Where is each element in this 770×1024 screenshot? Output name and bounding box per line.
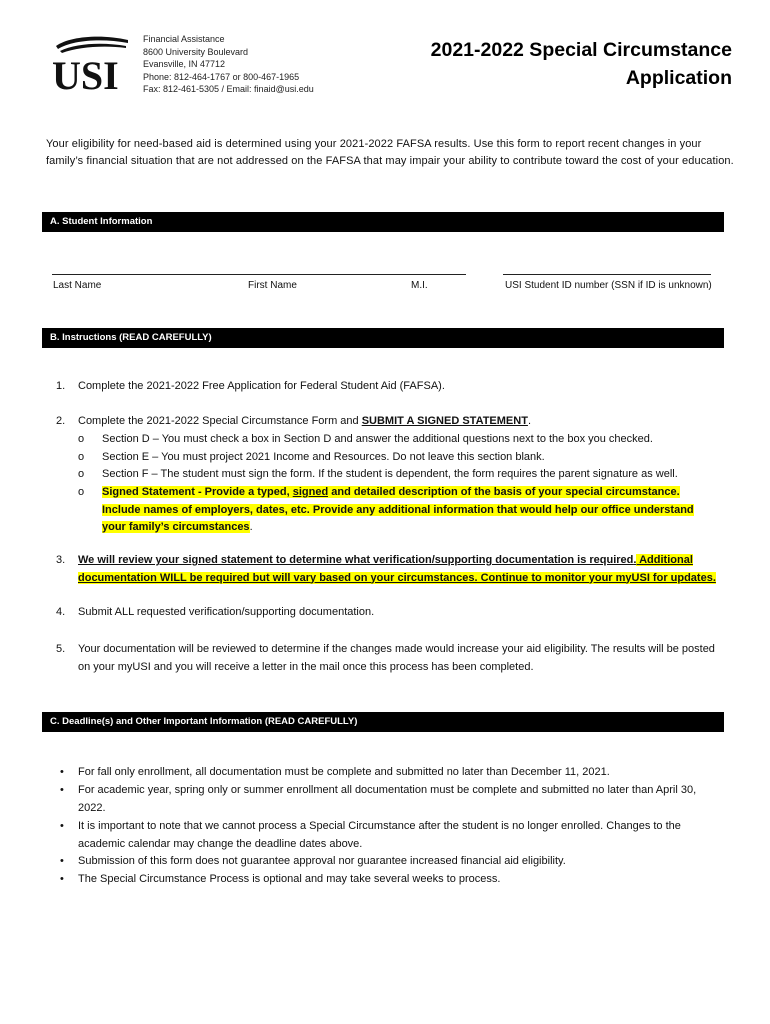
address-line: Financial Assistance xyxy=(143,34,225,44)
student-id-label: USI Student ID number (SSN if ID is unknown) xyxy=(505,280,712,291)
address-line: Fax: 812-461-5305 / Email: finaid@usi.edu xyxy=(143,84,314,94)
last-name-label: Last Name xyxy=(53,280,102,291)
name-signature-line xyxy=(52,274,466,275)
first-name-label: First Name xyxy=(248,280,297,291)
address-line: Phone: 812-464-1767 or 800-467-1965 xyxy=(143,71,300,82)
student-id-line xyxy=(503,274,711,275)
section-b-heading: B. Instructions (READ CAREFULLY) xyxy=(42,328,724,348)
intro-paragraph: Your eligibility for need-based aid is determined using your 2021-2022 FAFSA results. Use this form to report recent changes in your family’s financial situation that are not addressed on the FAFSA that may impair your ability to contribute toward the cost of your education. xyxy=(46,138,734,167)
document-title: 2021-2022 Special Circumstance Application xyxy=(430,39,732,89)
office-address xyxy=(143,33,314,96)
address-line: 8600 University Boulevard xyxy=(143,46,249,57)
svg-text:USI: USI xyxy=(52,53,119,92)
address-line: Evansville, IN 47712 xyxy=(143,59,226,69)
usi-logo xyxy=(50,32,130,92)
middle-initial-label: M.I. xyxy=(411,280,428,291)
section-c-heading: C. Deadline(s) and Other Important Information (READ CAREFULLY) xyxy=(42,712,724,732)
section-a-heading: A. Student Information xyxy=(42,212,724,232)
